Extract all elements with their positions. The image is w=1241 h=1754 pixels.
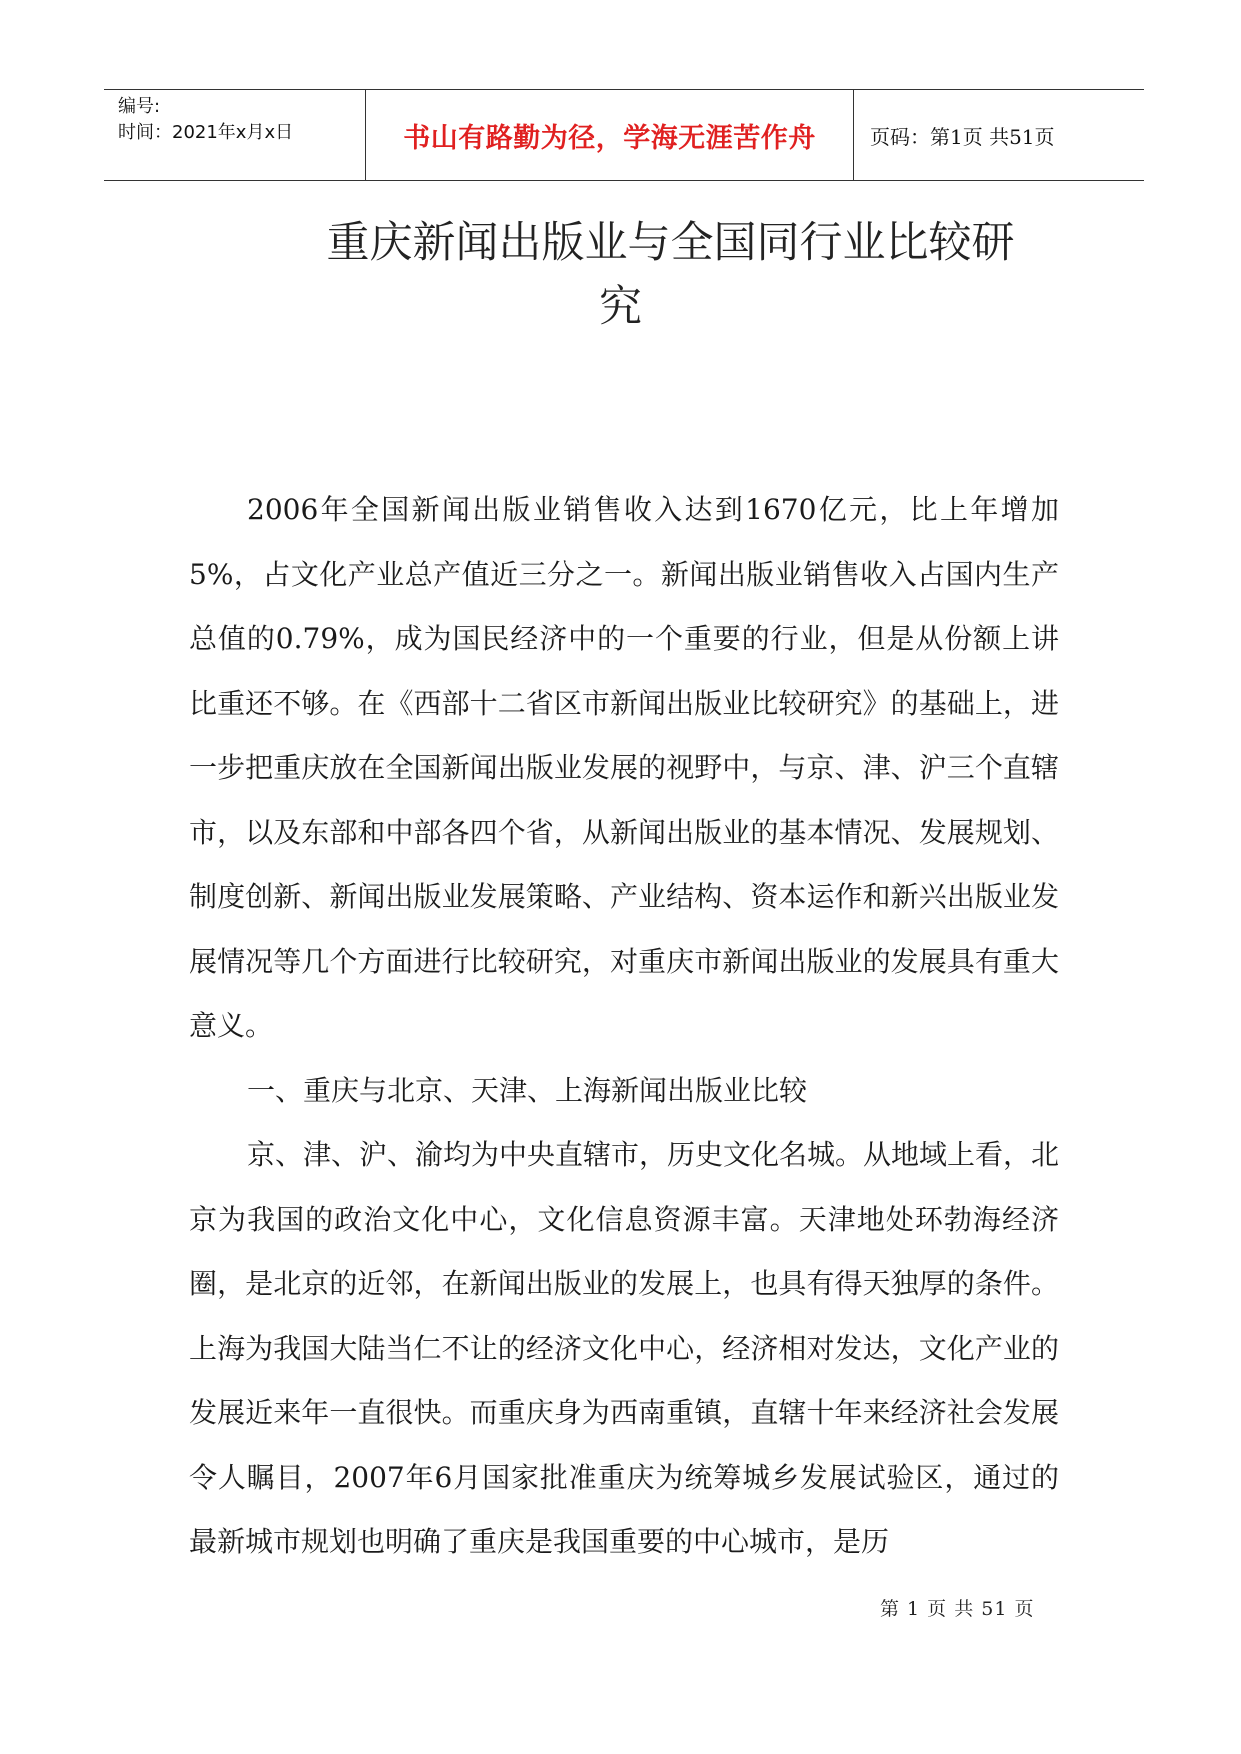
paragraph-section-1: 京、津、沪、渝均为中央直辖市，历史文化名城。从地域上看，北京为我国的政治文化中心，文化信息资源丰富。天津地处环勃海经济圈，是北京的近邻，在新闻出版业的发展上，也具有得天独厚的条件。上海为我国大陆当仁不让的经济文化中心，经济相对发达，文化产业的发展近来年一直很快。而重庆身为西南重镇，直辖十年来经济社会发展令人瞩目，2007年6月国家批准重庆为统筹城乡发展试验区，通过的最新城市规划也明确了重庆是我国重要的中心城市，是历 (189, 1138, 1060, 1558)
section-heading: 一、重庆与北京、天津、上海新闻出版业比较 (247, 1073, 808, 1107)
page-footer: 第 1 页 共 51 页 (880, 1598, 1035, 1620)
header-table (104, 89, 1144, 181)
paragraph-intro: 2006年全国新闻出版业销售收入达到1670亿元，比上年增加5%，占文化产业总产值近三分之一。新闻出版业销售收入占国内生产总值的0.79%，成为国民经济中的一个重要的行业，但是从份额上讲比重还不够。在《西部十二省区市新闻出版业比较研究》的基础上，进一步把重庆放在全国新闻出版业发展的视野中，与京、津、沪三个直辖市，以及东部和中部各四个省，从新闻出版业的基本情况、发展规划、制度创新、新闻出版业发展策略、产业结构、资本运作和新兴出版业发展情况等几个方面进行比较研究，对重庆市新闻出版业的发展具有重大意义。 (189, 493, 1059, 1042)
header-meta (104, 90, 366, 180)
document-title-line-1: 重庆新闻出版业与全国同行业比较研 (326, 218, 1015, 268)
document-title-line-2: 究 (599, 282, 642, 332)
header-page-code: 页码：第1页 共51页 (870, 124, 1055, 149)
header-motto: 书山有路勤为径，学海无涯苦作舟 (366, 90, 854, 180)
document-number-label: 编号: (118, 96, 161, 117)
document-time-label: 时间：2021年x月x日 (118, 122, 294, 143)
document-body (189, 478, 1059, 1575)
